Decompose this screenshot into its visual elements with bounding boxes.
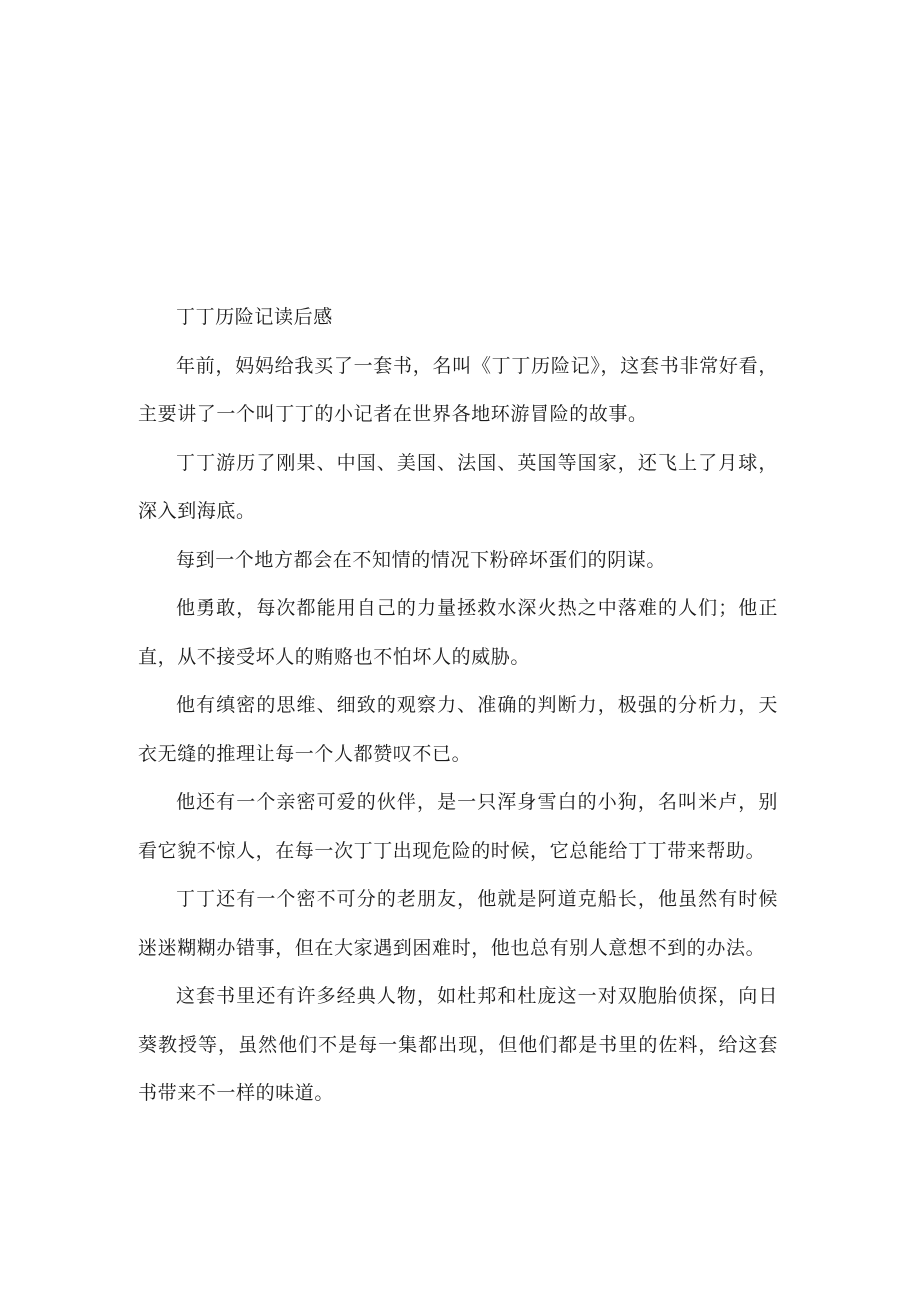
document-body bbox=[138, 293, 778, 1118]
paragraph: 他还有一个亲密可爱的伙伴，是一只浑身雪白的小狗，名叫米卢，别看它貌不惊人，在每一次丁丁出现危险的时候，它总能给丁丁带来帮助。 bbox=[138, 791, 778, 862]
paragraph: 这套书里还有许多经典人物，如杜邦和杜庞这一对双胞胎侦探，向日葵教授等，虽然他们不是每一集都出现，但他们都是书里的佐料，给这套书带来不一样的味道。 bbox=[138, 985, 778, 1104]
paragraph: 年前，妈妈给我买了一套书，名叫《丁丁历险记》，这套书非常好看，主要讲了一个叫丁丁的小记者在世界各地环游冒险的故事。 bbox=[138, 354, 778, 425]
paragraph: 丁丁还有一个密不可分的老朋友，他就是阿道克船长，他虽然有时候迷迷糊糊办错事，但在大家遇到困难时，他也总有别人意想不到的办法。 bbox=[138, 888, 778, 959]
paragraph: 他勇敢，每次都能用自己的力量拯救水深火热之中落难的人们；他正直，从不接受坏人的贿赂也不怕坏人的威胁。 bbox=[138, 597, 778, 668]
document-title: 丁丁历险记读后感 bbox=[176, 306, 333, 328]
paragraph: 每到一个地方都会在不知情的情况下粉碎坏蛋们的阴谋。 bbox=[176, 548, 667, 571]
paragraph: 他有缜密的思维、细致的观察力、准确的判断力，极强的分析力，天衣无缝的推理让每一个人都赞叹不已。 bbox=[138, 694, 778, 765]
paragraph: 丁丁游历了刚果、中国、美国、法国、英国等国家，还飞上了月球，深入到海底。 bbox=[138, 451, 778, 522]
